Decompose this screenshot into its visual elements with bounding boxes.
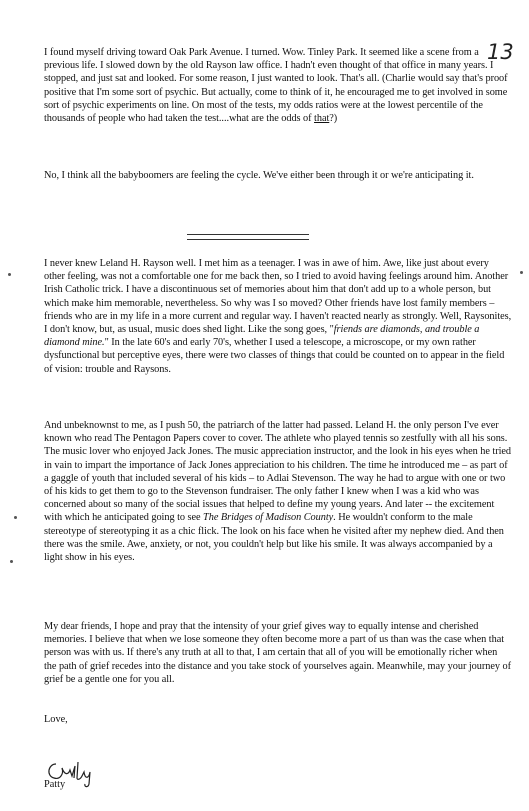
scan-mark	[520, 271, 523, 274]
section-divider	[187, 234, 309, 240]
paragraph-2: No, I think all the babyboomers are feeling the cycle. We've either been through it or we're anticipating it.	[44, 170, 474, 181]
paragraph-4: And unbeknownst to me, as I push 50, the patriarch of the latter had passed. Leland H. the only person I've ever known who read The Pentagon Papers cover to cover. The athlete who played tennis so zestfully with all his sons. The music lover who enjoyed Jack Jones. The music appreciation instructor, and the look in his eyes when he tried in vain to impart the importance of Jack Jones appreciation to his children. The time he introduced me – as part of a gaggle of youth that included several of his kids – to Adlai Stevenson. The way he had to argue with one or two of his kids to get them to go to the Stevenson fundraiser. The only father I knew when I was a kid who was concerned about so many of the social issues that helped to define my young years. And later -- the excitement with which he anticipated going to see The Bridges of Madison County. He wouldn't conform to the male stereotype of stereotyping it as a chic flick. The look on his face when he visited after my nephew died. And then there was the smile. Awe, anxiety, or not, you couldn't help but like his smile. It was always accompanied by a light show in his eyes.	[44, 420, 511, 564]
paragraph-3: I never knew Leland H. Rayson well. I met him as a teenager. I was in awe of him. Awe, like just about every other feeling, was not a comfortable one for me back then, so I tried to avoid having feelings around him. Another Irish Catholic trick. I have a discontinuous set of memories about him that don't add up to a whole person, but which make him memorable, nevertheless. So why was I so moved? Other friends have lost family members – friends who are in my life in a more current and regular way. I haven't reacted nearly as strongly. Well, Raysonites, I don't know, but, as usual, music does shed light. Like the song goes, "friends are diamonds, and trouble a diamond mine." In the late 60's and early 70's, whether I used a telescope, a microscope, or my own rather dysfunctional but perceptive eyes, there were two classes of things that could be counted on to appear in the field of vision: trouble and Raysons.	[44, 258, 512, 375]
scan-mark	[10, 560, 13, 563]
closing: Love,	[44, 714, 68, 725]
scan-mark	[14, 516, 17, 519]
page-number: 13	[487, 40, 514, 64]
paragraph-1: I found myself driving toward Oak Park Avenue. I turned. Wow. Tinley Park. It seemed like a scene from a previous life. I slowed down by the old Rayson law office. I hadn't even thought of that office in many years. I stopped, and just sat and looked. For some reason, I just wanted to look. That's all. (Charlie would say that's proof positive that I'm some sort of psychic. But actually, come to think of it, he encouraged me to get involved in some sort of psychic experiments on line. On most of the tests, my odds ratios were at the lowest percentile of the thousands of people who had taken the test....what are the odds of that?)	[44, 47, 508, 125]
signature-name: Patty	[44, 779, 66, 790]
paragraph-5: My dear friends, I hope and pray that the intensity of your grief gives way to equally intense and cherished memories. I believe that when we lose someone they often become more a part of us than was the case when that person was with us. If there's any truth at all to that, I am certain that all of you will be emotionally richer when the path of grief recedes into the distance and you take stock of yourselves again. Meanwhile, may your journey of grief be a gentle one for you all.	[44, 621, 511, 685]
scan-mark	[8, 273, 11, 276]
